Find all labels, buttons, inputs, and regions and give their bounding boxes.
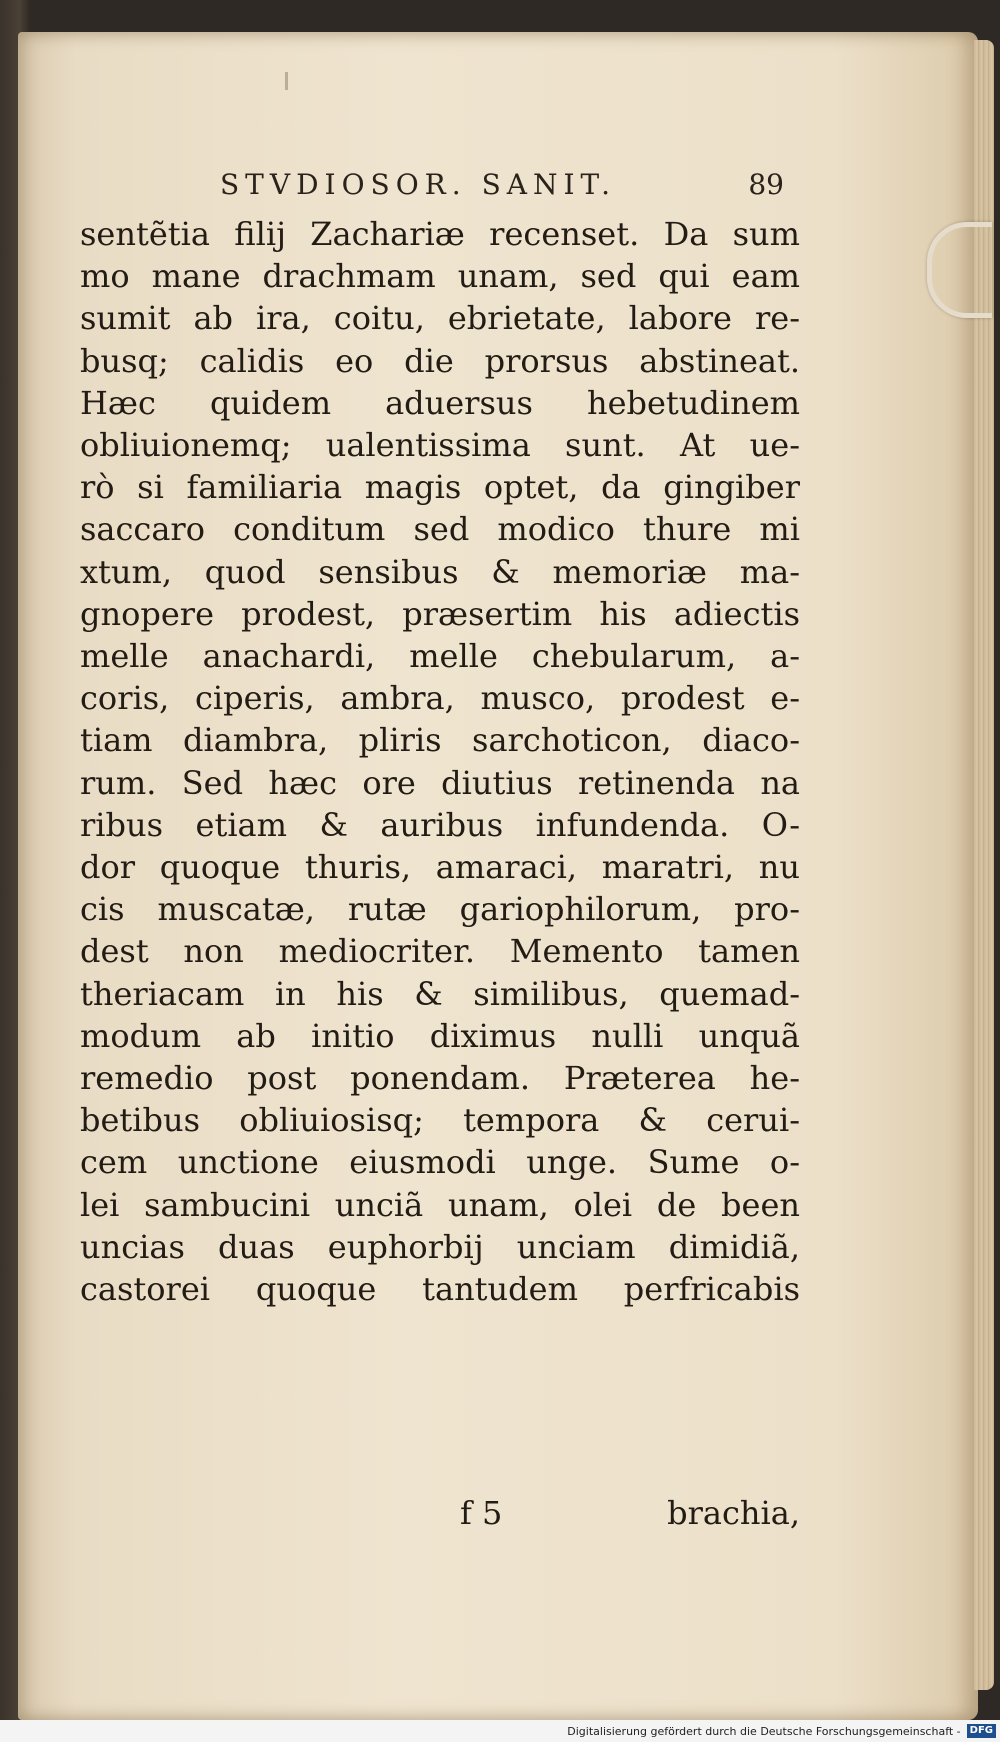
text-line: ribus etiam & auribus infundenda. O- (80, 805, 800, 844)
footer-credit: Digitalisierung gefördert durch die Deutsche Forschungsgemeinschaft - (567, 1724, 961, 1738)
text-line: Hæc quidem aduersus hebetudinem (80, 383, 800, 422)
text-line: cem unctione eiusmodi unge. Sume o- (80, 1143, 800, 1182)
text-line: xtum, quod sensibus & memoriæ ma- (80, 552, 800, 591)
catchword: brachia, (667, 1494, 800, 1532)
stray-mark (285, 72, 288, 90)
text-line: rò si familiaria magis optet, da gingiber (80, 468, 800, 507)
text-line: rum. Sed hæc ore diutius retinenda na (80, 763, 800, 802)
signature-mark: f 5 (460, 1494, 503, 1532)
catch-line (80, 1494, 800, 1532)
text-line: obliuionemq; ualentissima sunt. At ue- (80, 426, 800, 465)
text-line: modum ab initio diximus nulli unquã (80, 1016, 800, 1055)
running-head (80, 168, 800, 201)
text-line: castorei quoque tantudem perfricabis (80, 1270, 800, 1309)
page-clip (927, 222, 992, 318)
text-line: gnopere prodest, præsertim his adiectis (80, 594, 800, 633)
text-line: lei sambucini unciã unam, olei de been (80, 1185, 800, 1224)
dfg-logo-icon: DFG (967, 1724, 996, 1738)
text-block (80, 213, 800, 1310)
text-line: sumit ab ira, coitu, ebrietate, labore re- (80, 299, 800, 338)
text-line: busq; calidis eo die prorsus abstineat. (80, 341, 800, 380)
text-line: dest non mediocriter. Memento tamen (80, 932, 800, 971)
folio-number: 89 (748, 168, 784, 201)
text-line: betibus obliuiosisq; tempora & cerui- (80, 1101, 800, 1140)
text-line: sentẽtia filij Zachariæ recenset. Da sum (80, 215, 800, 253)
text-line: mo mane drachmam unam, sed qui eam (80, 257, 800, 296)
text-line: dor quoque thuris, amaraci, maratri, nu (80, 848, 800, 887)
text-line: remedio post ponendam. Præterea he- (80, 1059, 800, 1098)
text-line: uncias duas euphorbij unciam dimidiã, (80, 1227, 800, 1266)
text-line: tiam diambra, pliris sarchoticon, diaco- (80, 721, 800, 760)
text-line: melle anachardi, melle chebularum, a- (80, 637, 800, 676)
text-line: theriacam in his & similibus, quemad- (80, 974, 800, 1013)
digitization-footer (0, 1720, 1000, 1742)
text-line: cis muscatæ, rutæ gariophilorum, pro- (80, 890, 800, 929)
running-head-title: STVDIOSOR. SANIT. (220, 168, 616, 201)
text-line: saccaro conditum sed modico thure mi (80, 510, 800, 549)
text-line: coris, ciperis, ambra, musco, prodest e- (80, 679, 800, 718)
